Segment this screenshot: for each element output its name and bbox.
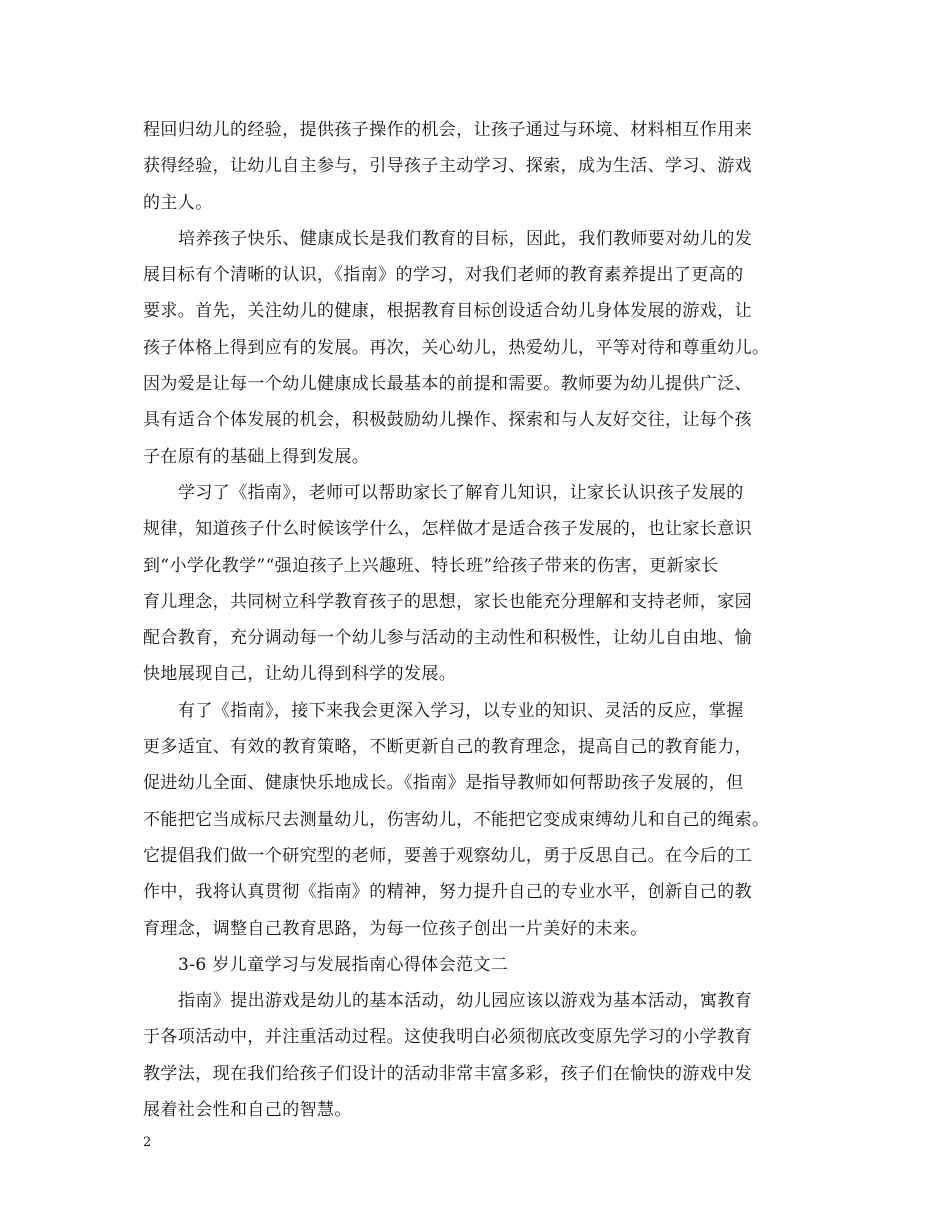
section-heading: 3-6 岁儿童学习与发展指南心得体会范文二 <box>178 954 509 975</box>
text-line: 展目标有个清晰的认识，《指南》的学习，对我们老师的教育素养提出了更高的 <box>143 265 744 286</box>
text-line: 因为爱是让每一个幼儿健康成长最基本的前提和需要。教师要为幼儿提供广泛、 <box>143 374 752 395</box>
text-line: 要求。首先，关注幼儿的健康，根据教育目标创设适合幼儿身体发展的游戏，让 <box>143 301 752 322</box>
text-line: 规律，知道孩子什么时候该学什么，怎样做才是适合孩子发展的，也让家长意识 <box>143 519 752 540</box>
paragraph-start-line: 有了《指南》，接下来我会更深入学习，以专业的知识、灵活的反应，掌握 <box>178 700 744 721</box>
text-line: 孩子体格上得到应有的发展。再次，关心幼儿，热爱幼儿，平等对待和尊重幼儿。 <box>143 337 770 358</box>
text-line: 具有适合个体发展的机会，积极鼓励幼儿操作、探索和与人友好交往，让每个孩 <box>143 410 752 431</box>
text-line: 的主人。 <box>143 192 213 213</box>
text-line: 快地展现自己，让幼儿得到科学的发展。 <box>143 664 457 685</box>
text-line: 育儿理念，共同树立科学教育孩子的思想，家长也能充分理解和支持老师，家园 <box>143 591 752 612</box>
text-line: 子在原有的基础上得到发展。 <box>143 446 370 467</box>
text-line: 教学法，现在我们给孩子们设计的活动非常丰富多彩，孩子们在愉快的游戏中发 <box>143 1063 752 1084</box>
text-line: 它提倡我们做一个研究型的老师，要善于观察幼儿，勇于反思自己。在今后的工 <box>143 845 752 866</box>
text-line: 展着社会性和自己的智慧。 <box>143 1100 352 1121</box>
text-line: 作中，我将认真贯彻《指南》的精神，努力提升自己的专业水平，创新自己的教 <box>143 882 752 903</box>
text-line: 不能把它当成标尺去测量幼儿，伤害幼儿，不能把它变成束缚幼儿和自己的绳索。 <box>143 809 770 830</box>
text-line: 到“小学化教学”“强迫孩子上兴趣班、特长班”给孩子带来的伤害，更新家长 <box>143 555 719 576</box>
text-line: 配合教育，充分调动每一个幼儿参与活动的主动性和积极性，让幼儿自由地、愉 <box>143 628 752 649</box>
paragraph-start-line: 培养孩子快乐、健康成长是我们教育的目标，因此，我们教师要对幼儿的发 <box>178 228 753 249</box>
text-line: 更多适宜、有效的教育策略，不断更新自己的教育理念，提高自己的教育能力， <box>143 737 752 758</box>
body-text <box>143 112 833 1128</box>
text-line: 程回归幼儿的经验，提供孩子操作的机会，让孩子通过与环境、材料相互作用来 <box>143 120 752 140</box>
text-line: 促进幼儿全面、健康快乐地成长。《指南》是指导教师如何帮助孩子发展的，但 <box>143 773 744 794</box>
text-line: 获得经验，让幼儿自主参与，引导孩子主动学习、探索，成为生活、学习、游戏 <box>143 156 752 177</box>
paragraph-start-line: 指南》提出游戏是幼儿的基本活动，幼儿园应该以游戏为基本活动，寓教育 <box>178 991 753 1012</box>
paragraph-start-line: 学习了《指南》，老师可以帮助家长了解育儿知识，让家长认识孩子发展的 <box>178 482 744 503</box>
text-line: 育理念，调整自己教育思路，为每一位孩子创出一片美好的未来。 <box>143 918 648 939</box>
text-line: 于各项活动中，并注重活动过程。这使我明白必须彻底改变原先学习的小学教育 <box>143 1027 752 1048</box>
page-number: 2 <box>143 1135 152 1150</box>
